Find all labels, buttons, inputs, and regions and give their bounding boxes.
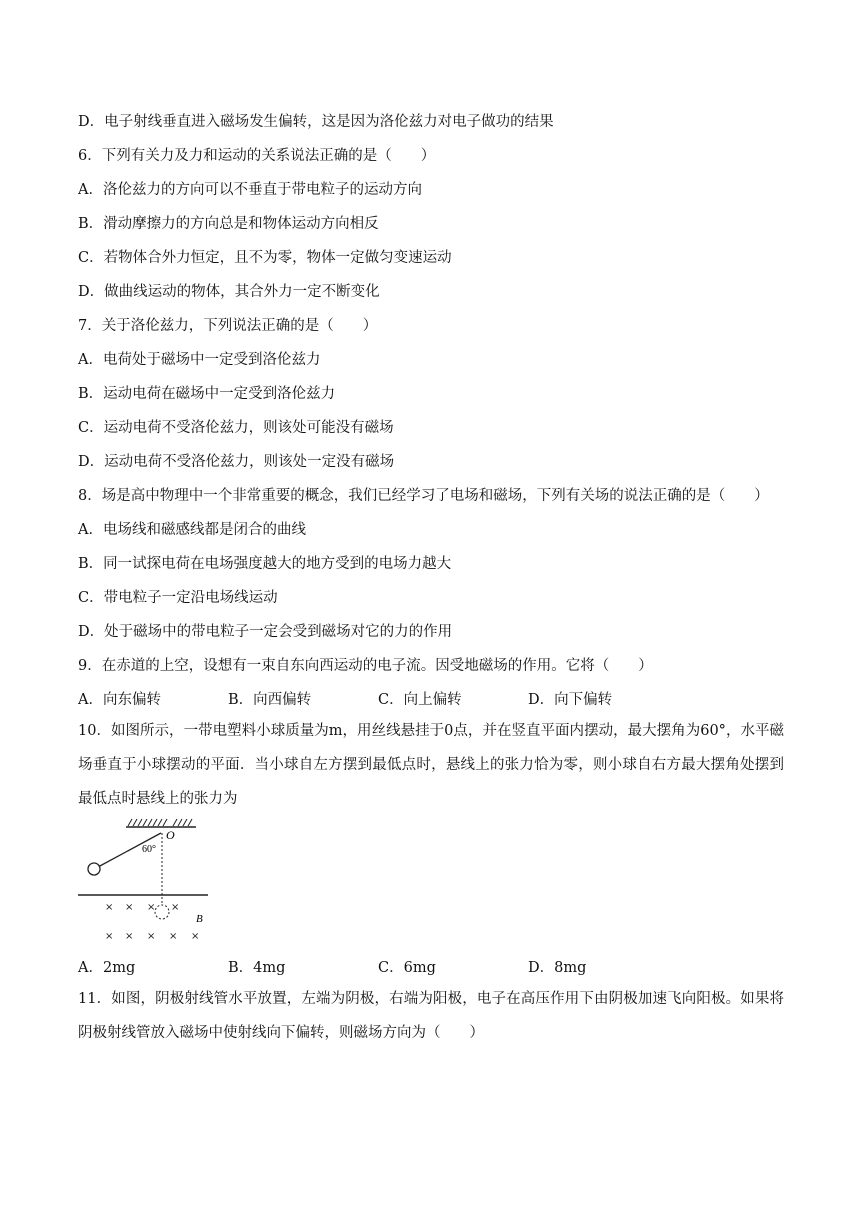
svg-text:×: × — [105, 902, 114, 913]
svg-text:×: × — [147, 902, 156, 913]
point-o-label: O — [166, 828, 175, 842]
q9-option-d: D．向下偏转 — [528, 692, 613, 708]
angle-label: 60° — [142, 844, 156, 855]
svg-text:×: × — [169, 931, 178, 942]
field-b-label: B — [196, 913, 203, 925]
question-8-stem: 8．场是高中物理中一个非常重要的概念，我们已经学习了电场和磁场，下列有关场的说法正确的是（ ） — [78, 488, 769, 504]
q5-option-d: D．电子射线垂直进入磁场发生偏转，这是因为洛伦兹力对电子做功的结果 — [78, 114, 554, 130]
question-7-stem: 7．关于洛伦兹力，下列说法正确的是（ ） — [78, 318, 378, 334]
svg-text:×: × — [105, 931, 114, 942]
q8-option-b: B．同一试探电荷在电场强度越大的地方受到的电场力越大 — [78, 556, 452, 572]
q8-option-a: A．电场线和磁感线都是闭合的曲线 — [78, 522, 306, 538]
svg-text:×: × — [171, 902, 180, 913]
q6-option-c: C．若物体合外力恒定，且不为零，物体一定做匀变速运动 — [78, 250, 452, 266]
svg-text:×: × — [191, 931, 200, 942]
q9-option-c: C．向上偏转 — [378, 692, 462, 708]
q6-option-a: A．洛伦兹力的方向可以不垂直于带电粒子的运动方向 — [78, 182, 422, 198]
svg-text:×: × — [147, 931, 156, 942]
pendulum-figure — [78, 815, 218, 945]
question-9-stem: 9．在赤道的上空，设想有一束自东向西运动的电子流。因受地磁场的作用。它将（ ） — [78, 658, 653, 674]
svg-text:×: × — [125, 902, 134, 913]
q10-option-a: A．2mg — [78, 960, 136, 976]
svg-text:×: × — [125, 931, 134, 942]
pendulum-ball — [88, 863, 100, 875]
q9-option-a: A．向东偏转 — [78, 692, 161, 708]
question-10-stem: 10．如图所示，一带电塑料小球质量为m，用丝线悬挂于0点，并在竖直平面内摆动，最大摆角为60°，水平磁场垂直于小球摆动的平面．当小球自左方摆到最低点时，悬线上的张力恰为零，则小球自右方最大摆角处摆到最低点时悬线上的张力为 — [78, 723, 784, 807]
q10-option-d: D．8mg — [528, 960, 587, 976]
question-6-stem: 6．下列有关力及力和运动的关系说法正确的是（ ） — [78, 148, 436, 164]
q10-option-b: B．4mg — [228, 960, 286, 976]
q6-option-b: B．滑动摩擦力的方向总是和物体运动方向相反 — [78, 216, 379, 232]
ball-lowest-position — [155, 905, 169, 919]
q7-option-a: A．电荷处于磁场中一定受到洛伦兹力 — [78, 352, 321, 368]
q8-option-c: C．带电粒子一定沿电场线运动 — [78, 590, 278, 606]
q7-option-b: B．运动电荷在磁场中一定受到洛伦兹力 — [78, 386, 336, 402]
q7-option-d: D．运动电荷不受洛伦兹力，则该处一定没有磁场 — [78, 454, 395, 470]
ceiling-hatch — [128, 819, 192, 826]
q8-option-d: D．处于磁场中的带电粒子一定会受到磁场对它的力的作用 — [78, 624, 453, 640]
q10-option-c: C．6mg — [378, 960, 436, 976]
question-11-stem: 11．如图，阴极射线管水平放置，左端为阴极，右端为阳极，电子在高压作用下由阴极加速飞向阳极。如果将阴极射线管放入磁场中使射线向下偏转，则磁场方向为（ ） — [78, 991, 784, 1041]
q6-option-d: D．做曲线运动的物体，其合外力一定不断变化 — [78, 284, 380, 300]
q9-option-b: B．向西偏转 — [228, 692, 312, 708]
magnetic-field-crosses — [105, 902, 199, 942]
q7-option-c: C．运动电荷不受洛伦兹力，则该处可能没有磁场 — [78, 420, 394, 436]
